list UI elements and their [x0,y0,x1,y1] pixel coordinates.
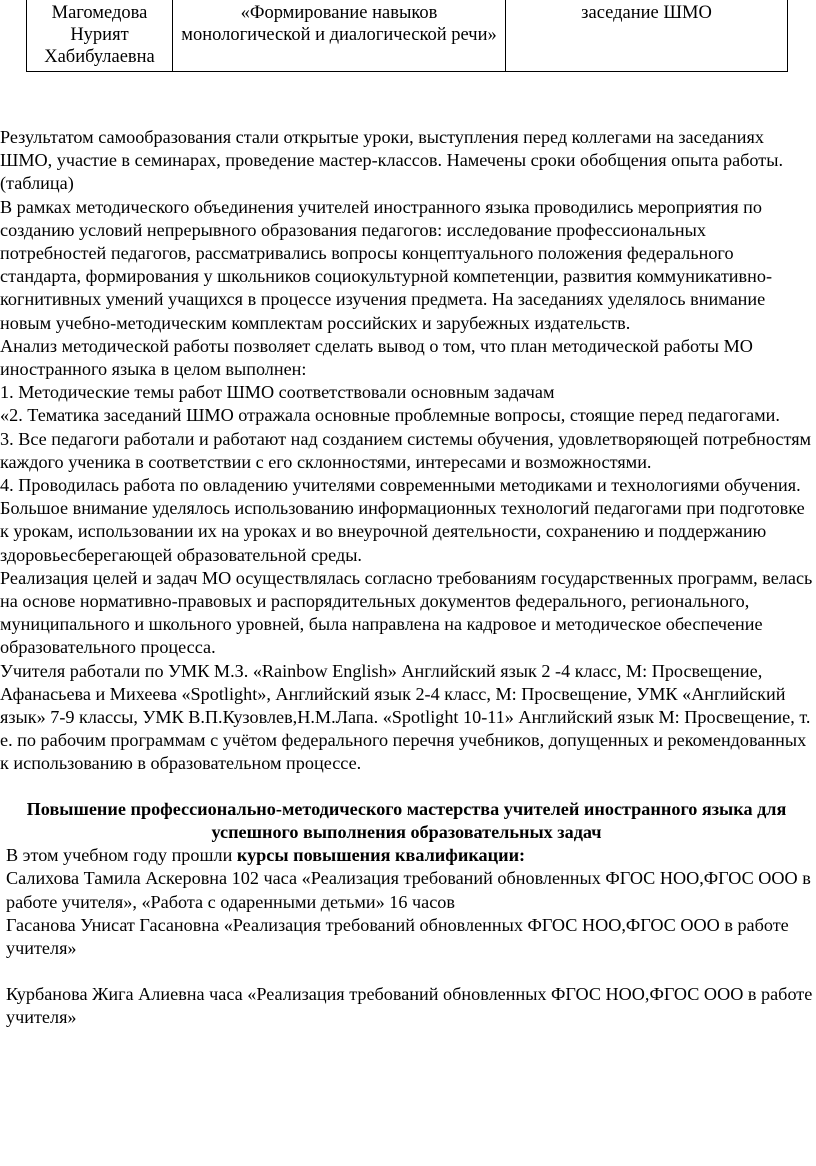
paragraph: Реализация целей и задач МО осуществлялась согласно требованиям государственных программ, велась на основе нормативно-правовых и распорядительных документов федерального, регионального, муниципального и школьного уровней, была направлена на кадровое и методическое обеспечение образовательного процесса. [0,567,813,658]
list-item: 4. Проводилась работа по овладению учителями современными методиками и технологиями обучения. Большое внимание уделялось использованию информационных технологий педагогами при подготовке к урокам, использовании их на уроках и во внеурочной деятельности, сохранению и поддержанию здоровьесберегающей образовательной среды. [0,475,805,565]
courses-intro [0,844,813,867]
spacer [0,960,813,983]
list-item: «2. Тематика заседаний ШМО отражала основные проблемные вопросы, стоящие перед педагогами. [0,405,780,426]
paragraph: Учителя работали по УМК М.З. «Rainbow English» Английский язык 2 -4 класс, М: Просвещение, Афанасьева и Михеева «Spotlight», Английский язык 2-4 класс, М: Просвещение, УМК «Английский язык» 7-9 классы, УМК В.П.Кузовлев,Н.М.Лапа. «Spotlight 10-11» Английский язык М: Просвещение, т. е. по рабочим программам с учётом федерального перечня учебников, допущенных и рекомендованных к использованию в образовательном процессе. [0,660,811,774]
event-cell: заседание ШМО [506,0,788,72]
paragraph: Анализ методической работы позволяет сделать вывод о том, что план методической работы МО иностранного языка в целом выполнен: [0,335,753,380]
courses-intro-text: В этом учебном году прошли [6,845,237,866]
teacher-name-cell: Магомедова Нурият Хабибулаевна [27,0,173,72]
table-row [27,0,788,72]
document-body [0,126,813,1030]
list-item: 1. Методические темы работ ШМО соответствовали основным задачам [0,382,555,403]
courses-intro-bold: курсы повышения квалификации: [236,845,526,866]
section-heading: Повышение профессионально-методического мастерства учителей иностранного языка для успешного выполнения образовательных задач [26,798,787,842]
paragraph: В рамках методического объединения учителей иностранного языка проводились мероприятия по созданию условий непрерывного образования педагогов: исследование профессиональных потребностей педагогов, рассматривались вопросы концептуального положения федерального стандарта, формирования у школьников социокультурной компетенции, развития коммуникативно-когнитивных умений учащихся в процессе изучения предмета. На заседаниях уделялось внимание новым учебно-методическим комплектам российских и зарубежных издательств. [0,196,772,333]
paragraph: Результатом самообразования стали открытые уроки, выступления перед коллегами на заседаниях ШМО, участие в семинарах, проведение мастер-классов. Намечены сроки обобщения опыта работы. (таблица) [0,127,783,194]
plan-table [26,0,788,72]
course-item: Курбанова Жига Алиевна часа «Реализация требований обновленных ФГОС НОО,ФГОС ООО в работе учителя» [6,984,813,1028]
topic-cell: «Формирование навыков монологической и диалогической речи» [173,0,506,72]
course-item: Салихова Тамила Аскеровна 102 часа «Реализация требований обновленных ФГОС НОО,ФГОС ООО в работе учителя», «Работа с одаренными детьми» 16 часов [6,868,811,912]
list-item: 3. Все педагоги работали и работают над созданием системы обучения, удовлетворяющей потребностям каждого ученика в соответствии с его склонностями, интересами и возможностями. [0,428,812,472]
course-item: Гасанова Унисат Гасановна «Реализация требований обновленных ФГОС НОО,ФГОС ООО в работе учителя» [6,914,789,958]
